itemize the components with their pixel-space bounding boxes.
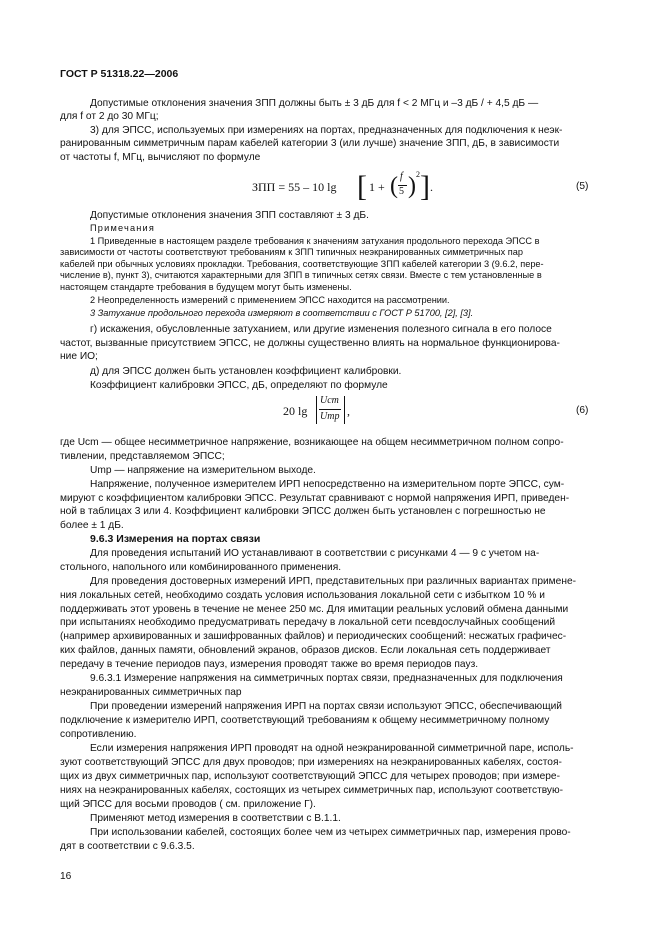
paragraph-line: Для проведения испытаний ИО устанавливают в соответствии с рисунками 4 — 9 с учетом на- <box>90 548 540 559</box>
formula-6-comma: , <box>347 404 350 418</box>
formula-5-bracket-left: [ <box>357 170 367 203</box>
paragraph-line: мируют с коэффициентом калибровки ЭПСС. Результат сравнивают с нормой напряжения ИРП, приведен- <box>60 493 570 504</box>
formula-6-fraction-bar <box>319 409 341 410</box>
formula-6-den: Ump <box>320 411 340 422</box>
paragraph-line: Напряжение, полученное измерителем ИРП непосредственно на измерительном порте ЭПСС, сум- <box>90 479 565 490</box>
paragraph-line: поддерживать этот уровень в течение не менее 250 мс. Для имитации реальных условий обмена данными <box>60 604 569 615</box>
formula-6-bar-left <box>316 396 317 424</box>
paragraph-line: дят в соответствии с 9.6.3.5. <box>60 841 195 852</box>
paragraph-line: щий ЭПСС для восьми проводов ( см. приложение Г). <box>60 799 316 810</box>
paragraph-line: ниях на неэкранированных кабелях, состоящих из четырех симметричных пар, используют соответствую- <box>60 785 564 796</box>
notes-title: Примечания <box>90 223 156 233</box>
formula-5-num: f <box>400 171 403 182</box>
paragraph-line: д) для ЭПСС должен быть установлен коэффициент калибровки. <box>90 366 402 377</box>
formula-5 <box>252 170 432 210</box>
formula-6-num: Ucm <box>320 395 339 406</box>
paragraph-line: ние ИО; <box>60 351 98 362</box>
note-line: 2 Неопределенность измерений с применением ЭПСС находится на рассмотрении. <box>90 295 450 305</box>
paragraph-line: При проведении измерений напряжения ИРП на портах связи используют ЭПСС, обеспечивающий <box>90 701 562 712</box>
paragraph-line: Если измерения напряжения ИРП проводят на одной неэкранированной симметричной паре, исполь- <box>90 743 574 754</box>
paragraph-line: передачу в течение периодов пауз, измерения проводят также во время периодов пауз. <box>60 659 479 670</box>
paragraph-line: Допустимые отклонения значения ЗПП составляют ± 3 дБ. <box>90 210 369 221</box>
formula-5-paren-right: ) <box>408 173 416 199</box>
paragraph-line: Допустимые отклонения значения ЗПП должны быть ± 3 дБ для f < 2 МГц и –3 дБ / + 4,5 дБ — <box>90 98 539 109</box>
paragraph-line: при испытаниях необходимо предусматривать передачу в локальной сети псевдослучайных сообщений <box>60 617 556 628</box>
note-line: настоящем стандарте требования в будущем могут быть изменены. <box>60 282 352 292</box>
formula-6-lhs: 20 lg <box>283 404 308 418</box>
section-heading: 9.6.3 Измерения на портах связи <box>90 533 261 545</box>
note-line: кабелей при обычных условиях прокладки. Требования, соответствующие ЗПП кабелей категории 3 (9.6.2, пере- <box>60 259 544 269</box>
paragraph-line: щих из двух симметричных пар, используют соответствующий ЭПСС для четырех проводов; при измере- <box>60 771 560 782</box>
formula-6 <box>283 393 373 431</box>
paragraph-line: Ump — напряжение на измерительном выходе. <box>90 465 316 476</box>
paragraph-line: ния локальных сетей, необходимо создать условия использования локальной сети с избытком 10 % и <box>60 590 545 601</box>
formula-6-number: (6) <box>576 405 589 416</box>
formula-5-paren-left: ( <box>390 173 398 199</box>
paragraph-line: подключение к измерителю ИРП, соответствующий требованиям к общему несимметричному полному <box>60 715 550 726</box>
paragraph-line: частот, вызванные присутствием ЭПСС, не должны существенно влиять на нормальное функционирова- <box>60 338 560 349</box>
paragraph-line: (например архивированных и зашифрованных файлов) и периодических сообщений: несжатых графичес- <box>60 631 567 642</box>
formula-5-one: 1 + <box>369 180 385 194</box>
formula-5-number: (5) <box>576 181 589 192</box>
note-line: 1 Приведенные в настоящем разделе требования к значениям затухания продольного перехода ЭПСС в <box>90 236 540 246</box>
page-number: 16 <box>60 871 72 882</box>
paragraph-line: для f от 2 до 30 МГц; <box>60 111 159 122</box>
paragraph-line: более ± 1 дБ. <box>60 520 124 531</box>
note-line: зависимости от частоты соответствуют требованиям к ЗПП типичных неэкранированных симметричных пар <box>60 247 523 257</box>
subsection-heading: 9.6.3.1 Измерение напряжения на симметричных портах связи, предназначенных для подключения <box>90 673 563 684</box>
paragraph-line: Применяют метод измерения в соответствии с В.1.1. <box>90 813 341 824</box>
page-header: ГОСТ Р 51318.22—2006 <box>60 68 179 80</box>
paragraph-line: Для проведения достоверных измерений ИРП, представительных при различных вариантах примене- <box>90 576 577 587</box>
paragraph-line: стольного, напольного или комбинированного применения. <box>60 562 342 573</box>
paragraph-line: ной в таблицах 3 или 4. Коэффициент калибровки ЭПСС должен быть установлен с погрешностью не <box>60 506 546 517</box>
paragraph-line: от частоты f, МГц, вычисляют по формуле <box>60 152 261 163</box>
paragraph-line: При использовании кабелей, состоящих более чем из четырех симметричных пар, измерения прово- <box>90 827 571 838</box>
paragraph-line: ранированным симметричным парам кабелей категории 3 (или лучше) значение ЗПП, дБ, в зависимости <box>60 138 560 149</box>
formula-6-bar-right <box>344 396 345 424</box>
formula-5-period: . <box>430 180 433 194</box>
formula-5-den: 5 <box>399 186 404 197</box>
paragraph-line: 3) для ЭПСС, используемых при измерениях на портах, предназначенных для подключения к неэк- <box>90 125 563 136</box>
paragraph-line: тивлении, представляемом ЭПСС; <box>60 451 225 462</box>
paragraph-line: сопротивлению. <box>60 729 137 740</box>
paragraph-line: зуют соответствующий ЭПСС для двух проводов; при измерениях на неэкранированных кабелях, состоя- <box>60 757 562 768</box>
paragraph-line: ких файлов, данных памяти, обновлений экранов, образов дисков. Если локальная сеть поддерживает <box>60 645 551 656</box>
paragraph-line: г) искажения, обусловленные затуханием, или другие изменения полезного сигнала в его полосе <box>90 324 552 335</box>
paragraph-line: где Ucm — общее несимметричное напряжение, возникающее на общем несимметричном полном сопро- <box>60 437 564 448</box>
formula-5-lhs: ЗПП = 55 – 10 lg <box>252 180 337 194</box>
note-line: числение в), пункт 3), считаются характерными для ЗПП в типичных сетях связи. Вместе с тем установленные в <box>60 270 542 280</box>
subsection-heading: неэкранированных симметричных пар <box>60 687 242 698</box>
note-line: 3 Затухание продольного перехода измеряют в соответствии с ГОСТ Р 51700, [2], [3]. <box>90 308 474 318</box>
paragraph-line: Коэффициент калибровки ЭПСС, дБ, определяют по формуле <box>90 380 388 391</box>
formula-5-exponent: 2 <box>416 170 420 179</box>
formula-5-bracket-right: ] <box>420 170 430 203</box>
